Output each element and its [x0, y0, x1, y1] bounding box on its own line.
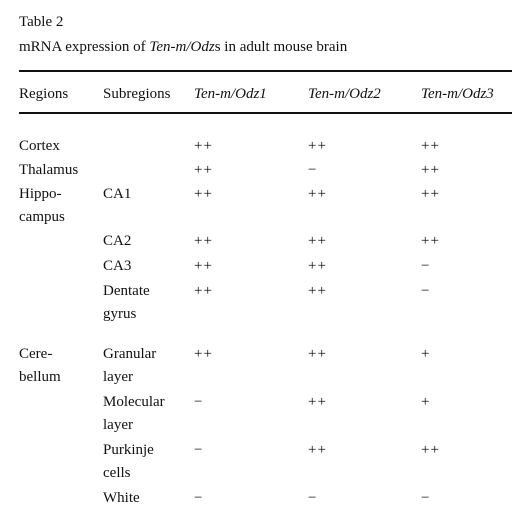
region-cell: Thalamus	[19, 162, 79, 178]
odz2-value: −	[308, 490, 318, 506]
odz3-value: ++	[421, 442, 440, 458]
odz2-value: ++	[308, 233, 327, 249]
subregion-cell: Granular	[103, 346, 157, 362]
subregion-cell: cells	[103, 465, 131, 481]
odz1-value: ++	[194, 258, 213, 274]
odz3-value: −	[421, 490, 431, 506]
header-subregions: Subregions	[103, 86, 171, 102]
subregion-cell: gyrus	[103, 306, 137, 322]
odz3-value: ++	[421, 186, 440, 202]
odz1-value: −	[194, 490, 204, 506]
region-cell: Hippo-	[19, 186, 62, 202]
odz3-value: +	[421, 346, 431, 362]
subregion-cell: CA1	[103, 186, 132, 202]
odz3-value: ++	[421, 233, 440, 249]
odz1-value: ++	[194, 138, 213, 154]
caption-text-start: mRNA expression of	[19, 39, 150, 55]
odz3-value: ++	[421, 138, 440, 154]
odz2-value: −	[308, 162, 318, 178]
odz1-value: ++	[194, 186, 213, 202]
header-odz1: Ten-m/Odz1	[194, 86, 267, 102]
subregion-cell: Dentate	[103, 283, 150, 299]
header-odz2: Ten-m/Odz2	[308, 86, 381, 102]
table-title: Table 2	[19, 14, 64, 30]
top-rule	[19, 70, 512, 72]
header-rule	[19, 112, 512, 114]
header-regions: Regions	[19, 86, 69, 102]
subregion-cell: layer	[103, 417, 133, 433]
region-cell: Cortex	[19, 138, 60, 154]
odz3-value: +	[421, 394, 431, 410]
odz2-value: ++	[308, 138, 327, 154]
odz1-value: ++	[194, 346, 213, 362]
odz1-value: ++	[194, 283, 213, 299]
odz1-value: ++	[194, 162, 213, 178]
odz1-value: −	[194, 394, 204, 410]
subregion-cell: CA2	[103, 233, 132, 249]
odz3-value: −	[421, 258, 431, 274]
odz2-value: ++	[308, 442, 327, 458]
odz2-value: ++	[308, 258, 327, 274]
subregion-cell: CA3	[103, 258, 132, 274]
odz3-value: ++	[421, 162, 440, 178]
table-caption	[19, 39, 347, 56]
region-cell: Cere-	[19, 346, 53, 362]
caption-text-end: s in adult mouse brain	[214, 39, 348, 55]
subregion-cell: White	[103, 490, 140, 506]
region-cell: campus	[19, 209, 65, 225]
header-odz3: Ten-m/Odz3	[421, 86, 494, 102]
odz2-value: ++	[308, 283, 327, 299]
odz1-value: −	[194, 442, 204, 458]
region-cell: bellum	[19, 369, 61, 385]
odz2-value: ++	[308, 346, 327, 362]
subregion-cell: Molecular	[103, 394, 165, 410]
odz3-value: −	[421, 283, 431, 299]
odz2-value: ++	[308, 394, 327, 410]
caption-gene-name: Ten-m/Odz	[149, 39, 215, 55]
subregion-cell: layer	[103, 369, 133, 385]
subregion-cell: Purkinje	[103, 442, 154, 458]
odz2-value: ++	[308, 186, 327, 202]
odz1-value: ++	[194, 233, 213, 249]
